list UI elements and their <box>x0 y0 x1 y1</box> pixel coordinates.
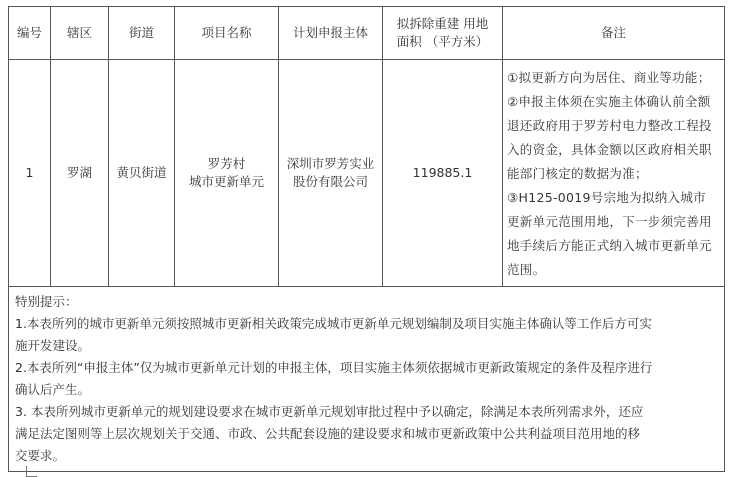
remark-line: 范围。 <box>507 262 546 277</box>
remark-line: 能部门核定的数据为准； <box>507 166 648 181</box>
special-notes <box>9 287 725 472</box>
remark-line: ③H125-0019号宗地为拟纳入城市 <box>507 190 706 205</box>
header-area <box>383 7 503 60</box>
header-remarks: 备注 <box>503 7 725 60</box>
remark-line: 入的资金，具体金额以区政府相关职 <box>507 142 712 157</box>
cell-area: 119885.1 <box>383 60 503 287</box>
header-street: 街道 <box>109 7 175 60</box>
note-line: 交要求。 <box>15 448 66 463</box>
project-line-2: 城市更新单元 <box>188 174 264 189</box>
notes-title: 特别提示： <box>15 294 78 309</box>
city-renewal-table <box>8 6 725 472</box>
note-line: 1.本表所列的城市更新单元须按照城市更新相关政策完成城市更新单元规划编制及项目实施主体确认等工作后方可实 <box>15 316 652 331</box>
cell-project-name <box>175 60 279 287</box>
remark-line: ②申报主体须在实施主体确认前全额 <box>507 94 711 109</box>
cell-district: 罗湖 <box>51 60 109 287</box>
remark-line: 更新单元范围用地，下一步须完善用 <box>507 214 712 229</box>
remark-line: 地手续后方能正式纳入城市更新单元 <box>507 238 712 253</box>
notes-row <box>9 287 725 472</box>
note-line: 2.本表所列“申报主体”仅为城市更新单元计划的申报主体，项目实施主体须依据城市更新政策规定的条件及程序进行 <box>15 360 653 375</box>
cell-no: 1 <box>9 60 51 287</box>
header-row <box>9 7 725 60</box>
note-line: 满足法定图则等上层次规划关于交通、市政、公共配套设施的建设要求和城市更新政策中公共利益项目范用地的移 <box>15 426 641 441</box>
applicant-line-1: 深圳市罗芳实业 <box>286 155 375 171</box>
header-area-line-2: 面积 （平方米） <box>396 34 489 49</box>
note-line: 施开发建设。 <box>15 338 91 353</box>
header-no: 编号 <box>9 7 51 60</box>
applicant-line-2: 股份有限公司 <box>292 174 368 189</box>
note-line: 3. 本表所列城市更新单元的规划建设要求在城市更新单元规划审批过程中予以确定，除满足本表所列需求外，还应 <box>15 404 644 419</box>
cell-street: 黄贝街道 <box>109 60 175 287</box>
header-area-line-1: 拟拆除重建 用地 <box>396 15 489 31</box>
project-line-1: 罗芳村 <box>207 155 246 171</box>
remark-line: ①拟更新方向为居住、商业等功能； <box>507 70 711 85</box>
remark-line: 退还政府用于罗芳村电力整改工程投 <box>507 118 712 133</box>
note-line: 确认后产生。 <box>15 382 91 397</box>
table-row <box>9 60 725 287</box>
header-applicant: 计划申报主体 <box>279 7 383 60</box>
table-corner-mark <box>26 466 37 477</box>
cell-remarks <box>503 60 725 287</box>
cell-applicant <box>279 60 383 287</box>
header-project-name: 项目名称 <box>175 7 279 60</box>
header-district: 辖区 <box>51 7 109 60</box>
